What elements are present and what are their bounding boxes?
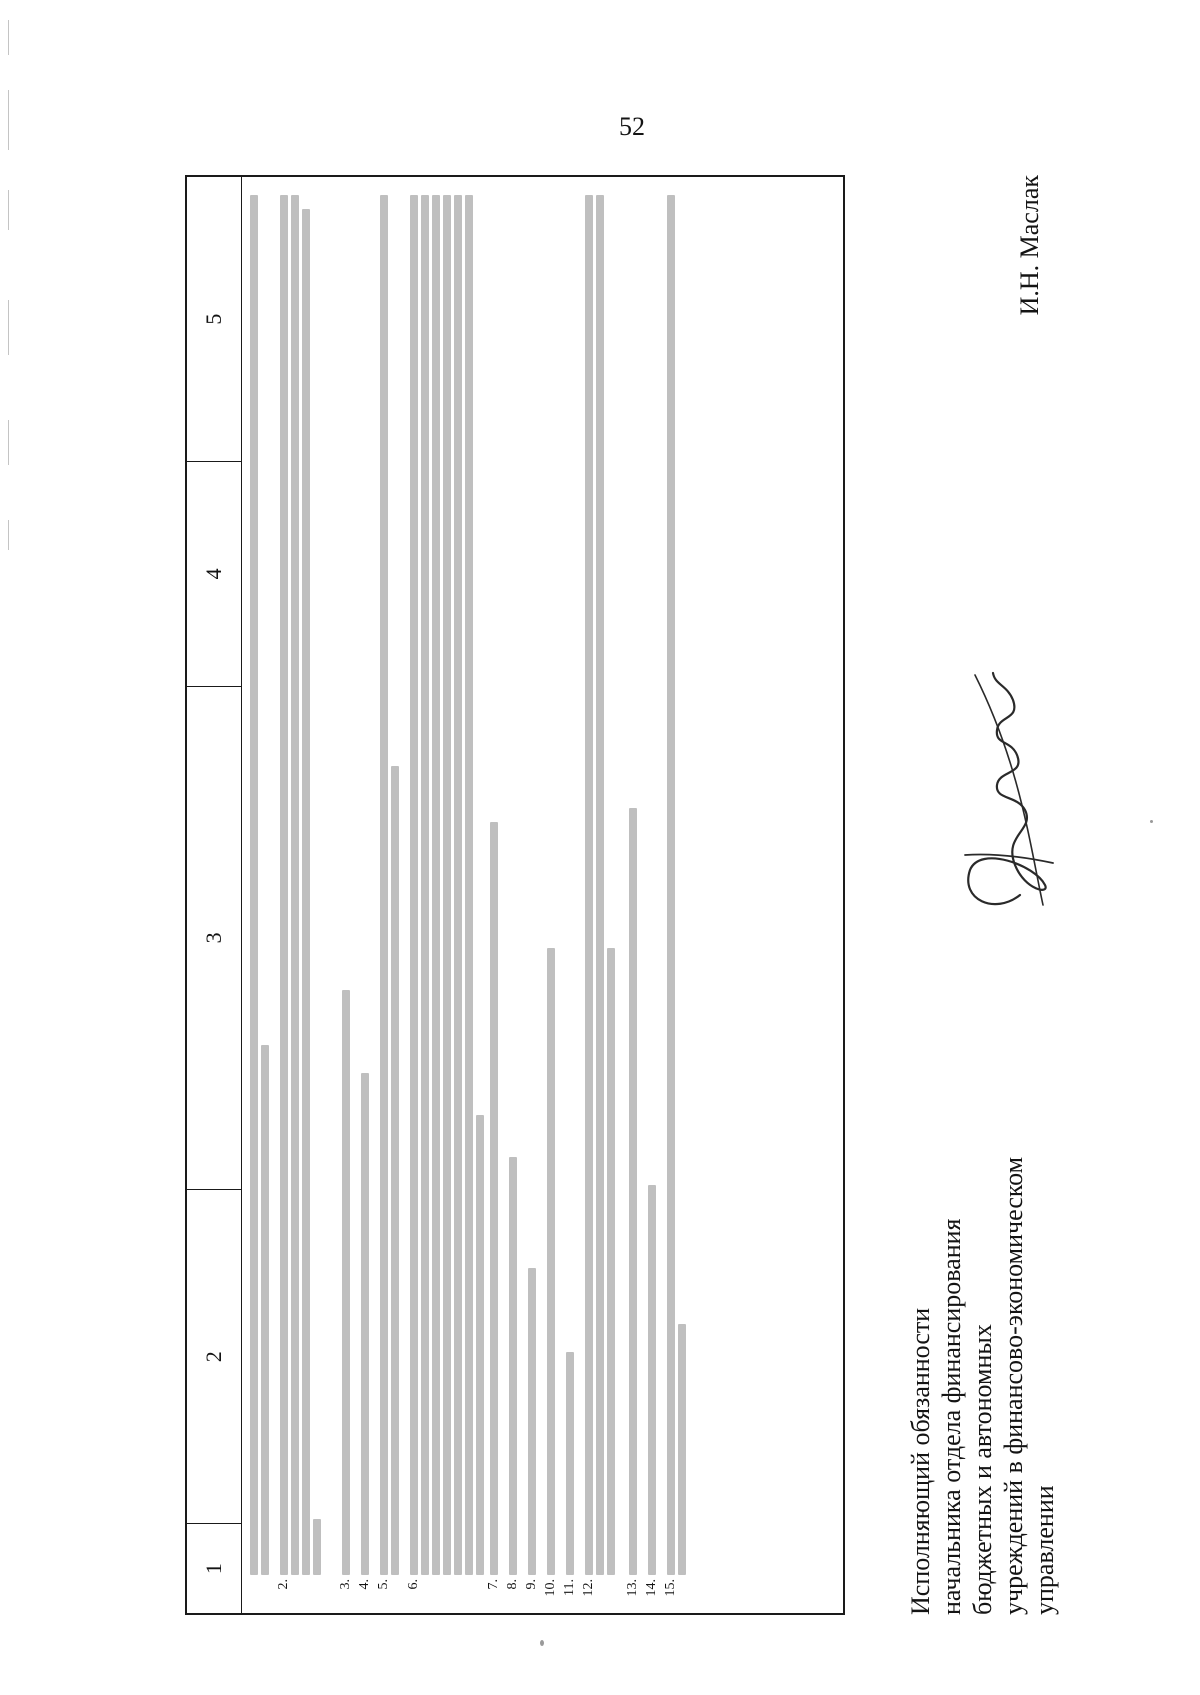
list-item <box>582 181 618 1607</box>
signer-title-line: начальника отдела финансирования <box>937 1218 966 1615</box>
illegible-text-block <box>377 181 402 1575</box>
scan-artifact <box>8 90 9 150</box>
illegible-text-block <box>506 181 520 1575</box>
signer-title-line: учреждений в финансово-экономическом <box>999 1156 1028 1615</box>
illegible-text-block <box>664 181 689 1575</box>
illegible-text-block <box>277 181 324 1575</box>
scan-artifact <box>8 20 9 55</box>
column-header: 5 <box>201 313 226 325</box>
signature-block <box>905 175 1200 1615</box>
illegible-text-block <box>563 181 577 1575</box>
list-item <box>247 181 272 1607</box>
item-number: 14. <box>644 1579 659 1597</box>
scan-artifact <box>8 190 9 230</box>
item-number: 7. <box>486 1579 501 1590</box>
signer-name: И.Н. Маслак <box>1015 175 1044 316</box>
list-item <box>506 181 520 1607</box>
item-number: 6. <box>406 1579 421 1590</box>
illegible-text-block <box>525 181 539 1575</box>
item-number: 4. <box>357 1579 372 1590</box>
illegible-text-block <box>339 181 353 1575</box>
signer-title-line: управлении <box>1030 1485 1059 1615</box>
data-table <box>185 175 845 1615</box>
scan-speck <box>540 1640 544 1646</box>
item-number: 3. <box>338 1579 353 1590</box>
column-header: 1 <box>187 1523 241 1613</box>
list-item <box>487 181 501 1607</box>
column-header: 2 <box>187 1189 241 1523</box>
illegible-text-block <box>247 181 272 1575</box>
list-item <box>377 181 402 1607</box>
scan-artifact <box>8 520 9 550</box>
item-number: 9. <box>524 1579 539 1590</box>
item-number: 13. <box>625 1579 640 1597</box>
list-item <box>358 181 372 1607</box>
item-number: 10. <box>543 1579 558 1597</box>
list-item <box>277 181 324 1607</box>
list-item <box>407 181 487 1607</box>
signer-title-line: бюджетных и автономных <box>968 1324 997 1615</box>
list-item <box>525 181 539 1607</box>
table-header-row <box>187 177 242 1613</box>
list-item <box>664 181 689 1607</box>
list-item <box>544 181 558 1607</box>
list-item <box>645 181 659 1607</box>
illegible-text-block <box>626 181 640 1575</box>
page-number: 52 <box>619 112 645 141</box>
item-number: 15. <box>663 1579 678 1597</box>
scan-artifact <box>8 300 9 355</box>
handwritten-signature <box>925 665 1075 925</box>
illegible-text-block <box>582 181 618 1575</box>
item-number: 12. <box>581 1579 596 1597</box>
list-item <box>339 181 353 1607</box>
illegible-text-block <box>645 181 659 1575</box>
item-number: 2. <box>276 1579 291 1590</box>
item-number: 11. <box>562 1579 577 1596</box>
list-item <box>563 181 577 1607</box>
scan-speck <box>1150 820 1153 823</box>
rotated-sheet <box>185 175 1200 1615</box>
scan-artifact <box>8 420 9 465</box>
list-item <box>626 181 640 1607</box>
illegible-text-block <box>358 181 372 1575</box>
signer-title-line: Исполняющий обязанности <box>906 1307 935 1615</box>
table-body <box>243 177 843 1613</box>
column-header: 4 <box>187 461 241 685</box>
illegible-text-block <box>407 181 487 1575</box>
column-header: 3 <box>187 686 241 1190</box>
item-number: 5. <box>376 1579 391 1590</box>
illegible-text-block <box>487 181 501 1575</box>
item-number: 8. <box>505 1579 520 1590</box>
signer-title <box>905 1157 1060 1615</box>
illegible-text-block <box>544 181 558 1575</box>
